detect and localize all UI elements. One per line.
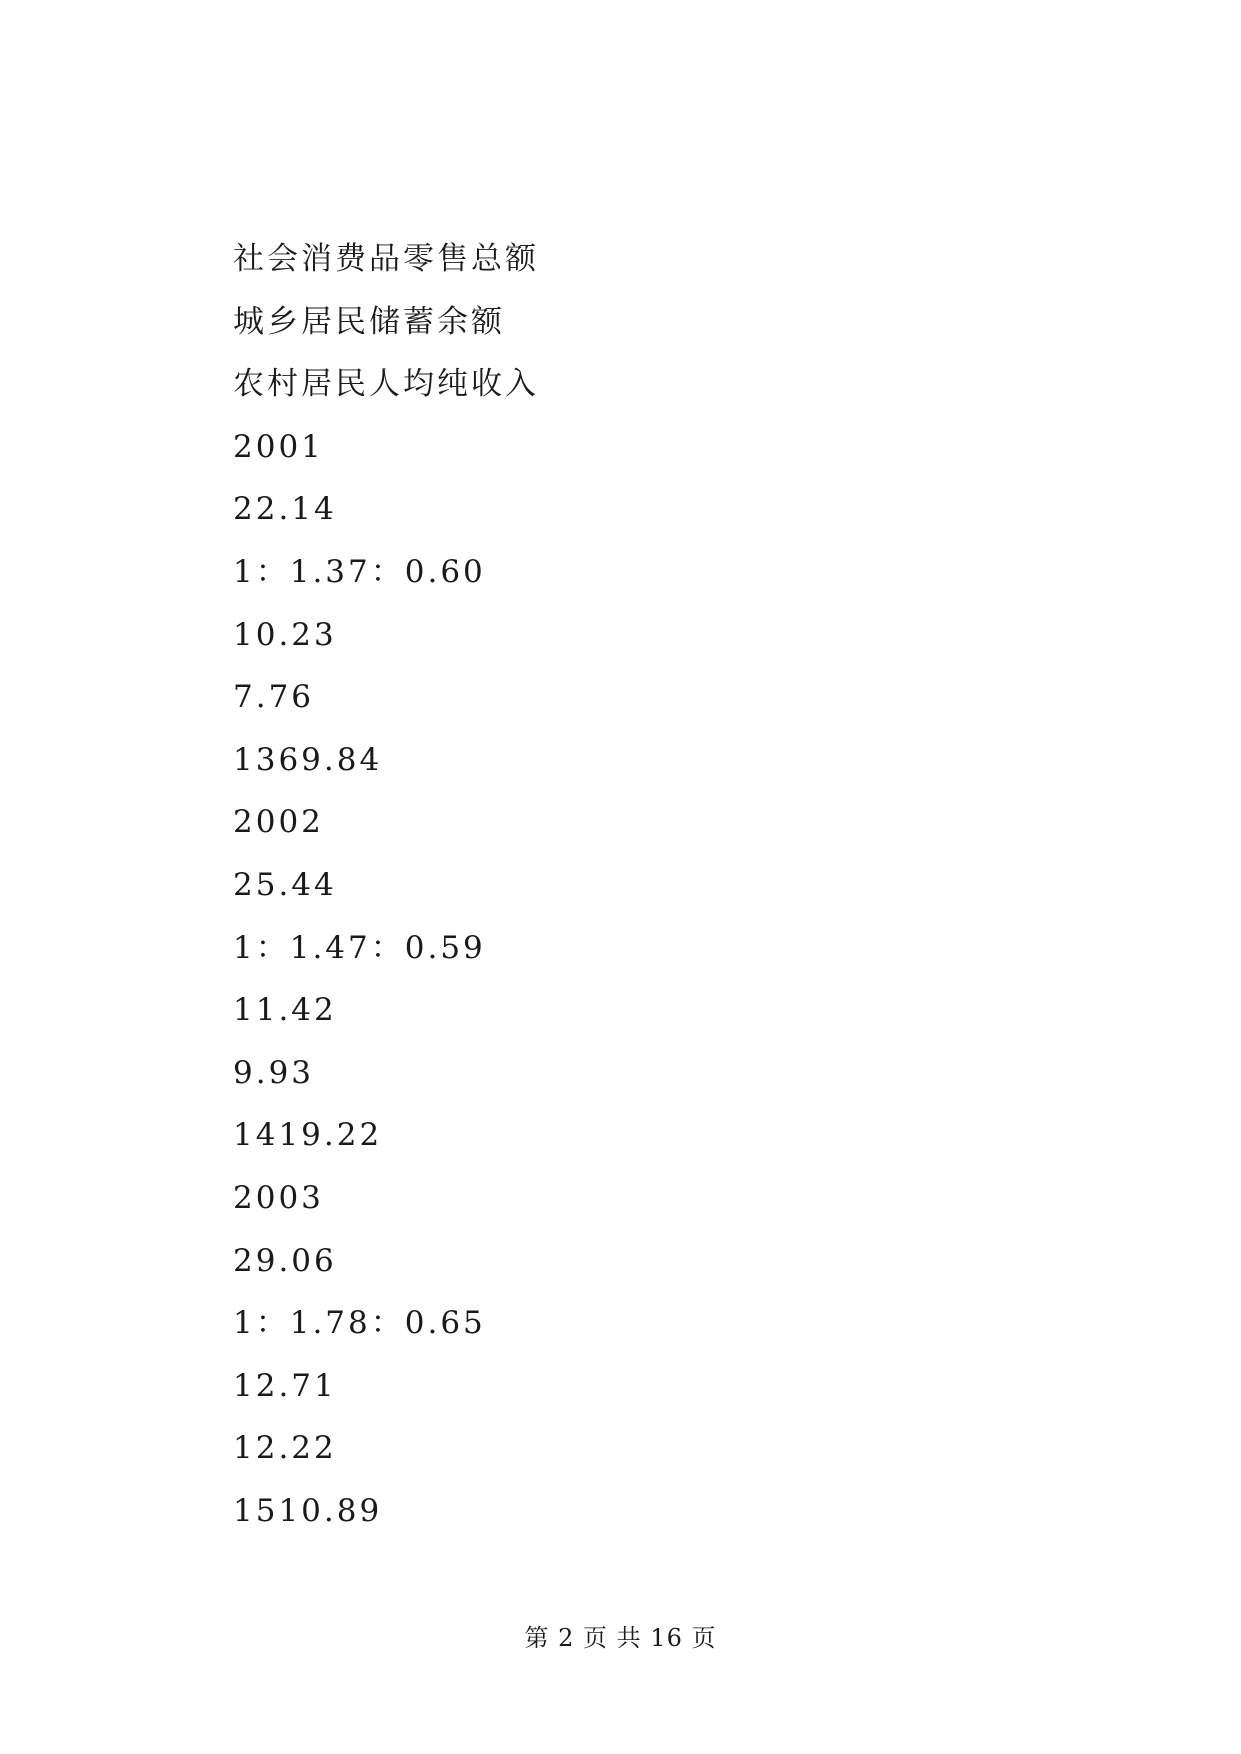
body-text <box>233 228 1033 1542</box>
text-line: 1510.89 <box>233 1492 383 1529</box>
text-line: 1：1.47：0.59 <box>233 929 486 966</box>
text-line: 25.44 <box>233 866 337 903</box>
text-line: 1：1.37：0.60 <box>233 553 486 590</box>
text-line: 9.93 <box>233 1054 315 1091</box>
text-line: 11.42 <box>233 992 337 1029</box>
text-line: 2003 <box>233 1179 324 1216</box>
page-number-footer: 第 2 页 共 16 页 <box>524 1624 717 1652</box>
text-line: 10.23 <box>233 616 337 653</box>
text-line: 22.14 <box>233 491 337 528</box>
text-line: 1419.22 <box>233 1117 383 1154</box>
text-line: 农村居民人均纯收入 <box>233 366 539 403</box>
text-line: 1：1.78：0.65 <box>233 1305 486 1342</box>
text-line: 7.76 <box>233 679 315 716</box>
text-line: 12.71 <box>233 1367 337 1404</box>
text-line: 2002 <box>233 804 324 841</box>
text-line: 12.22 <box>233 1430 337 1467</box>
text-line: 2001 <box>233 428 324 465</box>
text-line: 29.06 <box>233 1242 337 1279</box>
text-line: 1369.84 <box>233 741 383 778</box>
text-line: 社会消费品零售总额 <box>233 241 539 277</box>
text-line: 城乡居民储蓄余额 <box>233 303 505 340</box>
